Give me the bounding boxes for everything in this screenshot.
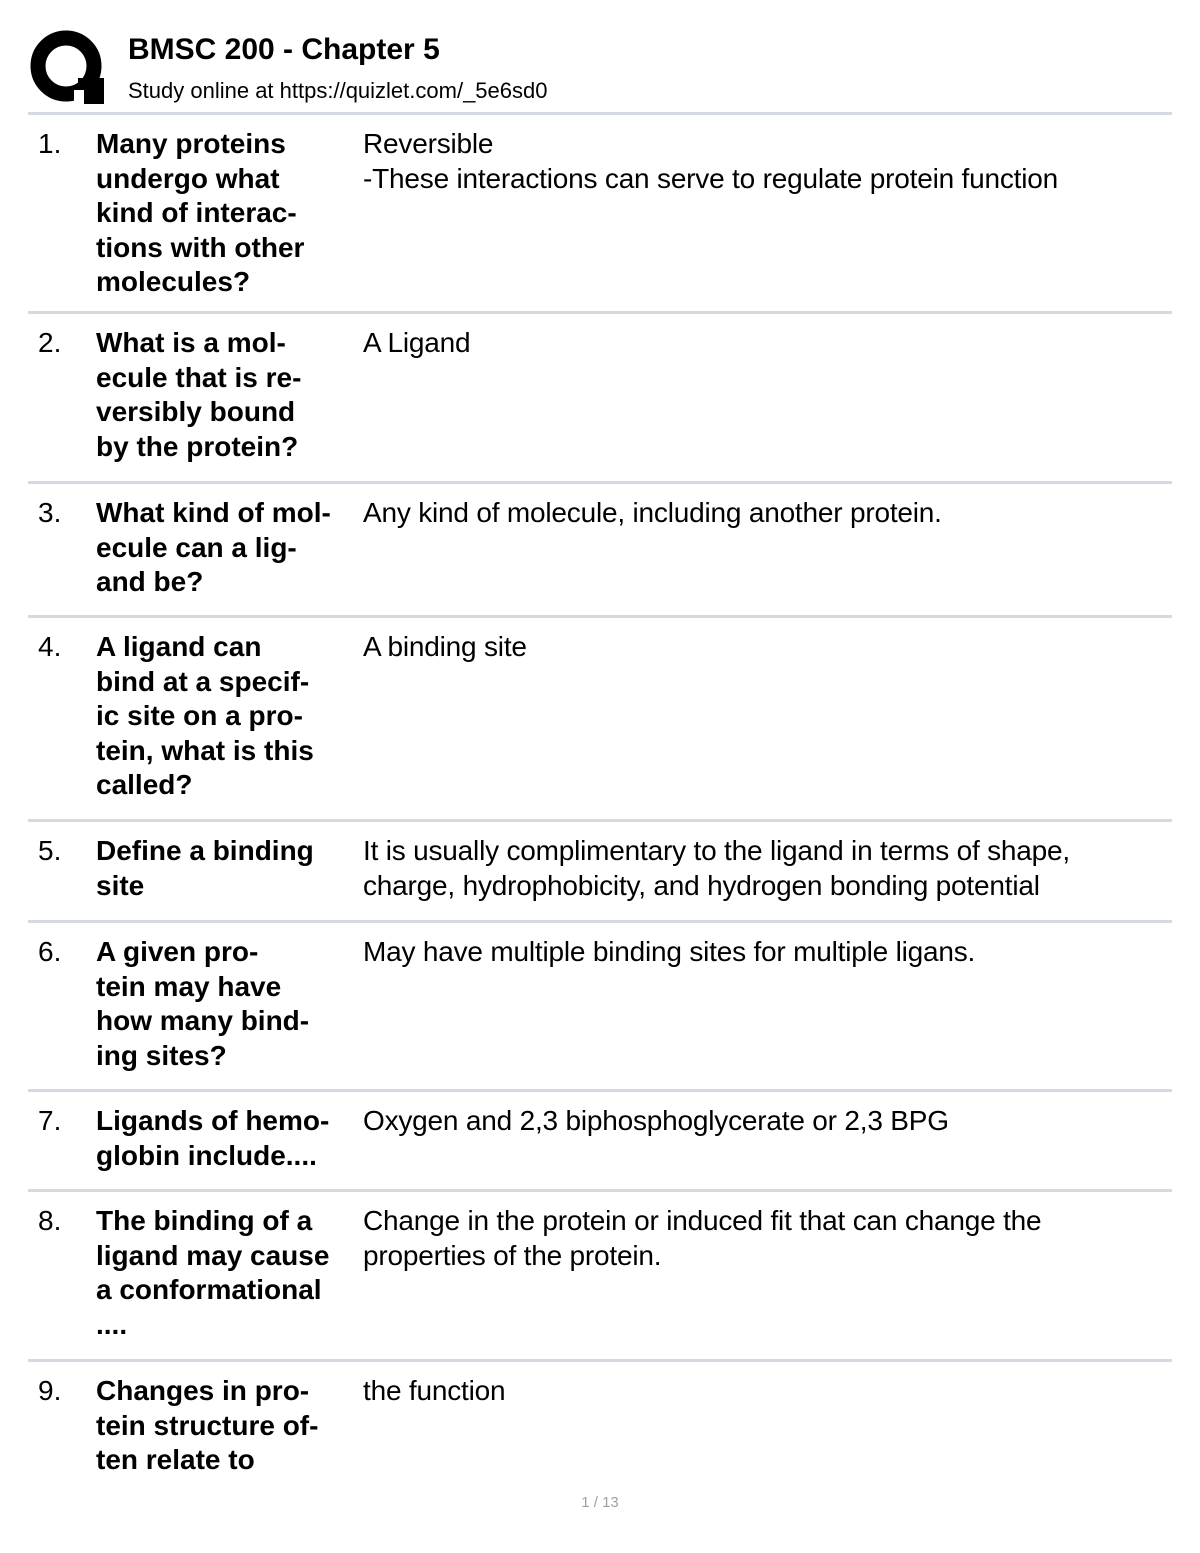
flashcard-row [28,115,1172,314]
flashcard-row [28,822,1172,923]
card-term: The binding of a ligand may cause a conformational .... [96,1205,330,1340]
card-number: 5. [38,835,62,866]
card-number: 2. [38,327,62,358]
card-number: 9. [38,1375,62,1406]
card-number: 7. [38,1105,62,1136]
card-definition: Change in the protein or induced fit that can change the properties of the protein. [363,1205,1042,1271]
flashcard-row [28,1362,1172,1487]
flashcard-row [28,1192,1172,1362]
page-header [28,28,1172,112]
card-definition: May have multiple binding sites for multiple ligans. [363,936,976,967]
card-definition: Any kind of molecule, including another protein. [363,497,942,528]
document-title: BMSC 200 - Chapter 5 [128,33,440,66]
flashcard-row [28,618,1172,822]
card-definition: Reversible -These interactions can serve to regulate protein function [363,128,1059,194]
card-definition: Oxygen and 2,3 biphosphoglycerate or 2,3 BPG [363,1105,949,1136]
card-term: A given pro- tein may have how many bind- ing sites? [96,936,310,1071]
flashcard-row [28,1092,1172,1192]
flashcard-row [28,314,1172,484]
card-definition: A Ligand [363,327,471,358]
card-term: What kind of mol- ecule can a lig- and be? [96,497,331,597]
card-number: 4. [38,631,62,662]
card-number: 8. [38,1205,62,1236]
card-number: 1. [38,128,62,159]
card-number: 3. [38,497,62,528]
study-online-link[interactable]: Study online at https://quizlet.com/_5e6sd0 [128,78,548,103]
flashcard-list [28,115,1172,1487]
flashcard-row [28,923,1172,1092]
page-indicator: 1 / 13 [581,1494,619,1511]
card-term: What is a mol- ecule that is re- versibly bound by the protein? [96,327,302,462]
card-term: Define a binding site [96,835,314,901]
quizlet-logo-icon [28,28,108,108]
card-term: Many proteins undergo what kind of interac- tions with other molecules? [96,128,305,297]
card-definition: the function [363,1375,506,1406]
card-term: Ligands of hemo- globin include.... [96,1105,330,1171]
card-term: A ligand can bind at a specif- ic site on a pro- tein, what is this called? [96,631,314,800]
flashcard-row [28,484,1172,618]
card-number: 6. [38,936,62,967]
card-term: Changes in pro- tein structure of- ten relate to [96,1375,319,1475]
card-definition: A binding site [363,631,527,662]
card-definition: It is usually complimentary to the ligand in terms of shape, charge, hydrophobicity, and hydrogen bonding potential [363,835,1071,901]
